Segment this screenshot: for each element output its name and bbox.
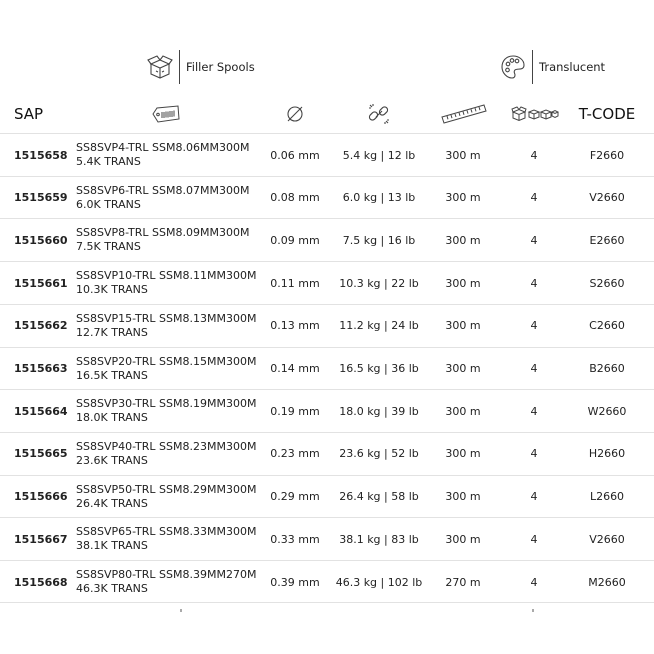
description-line-2: 16.5K TRANS (76, 368, 148, 382)
breaking-strain-value: 16.5 kg | 36 lb (339, 362, 419, 375)
tcode-value: L2660 (589, 490, 625, 504)
breaking-strain-value: 18.0 kg | 39 lb (339, 404, 419, 418)
tcode-value: W2660 (587, 404, 627, 418)
decorative-dot (180, 609, 182, 612)
tcode-value: M2660 (588, 575, 626, 589)
breaking-strain-value: 7.5 kg | 16 lb (342, 233, 416, 247)
product-description (76, 390, 266, 432)
box-open-icon (145, 52, 175, 82)
product-description (76, 305, 266, 347)
quantity-value: 4 (530, 404, 538, 418)
boxes-icon (510, 96, 560, 132)
description-line-1: SS8SVP80-TRL SSM8.39MM270M (76, 568, 257, 581)
diameter-value: 0.08 mm (270, 191, 320, 205)
breaking-strain-value: 10.3 kg | 22 lb (339, 276, 419, 290)
length-value: 300 m (445, 404, 481, 418)
product-description (76, 219, 266, 261)
table-header (0, 96, 654, 132)
decorative-dot (532, 609, 534, 612)
description-line-2: 6.0K TRANS (76, 197, 141, 211)
header-tcode: T-CODE (578, 105, 636, 123)
tag-separator (179, 50, 180, 84)
sap-number: 1515662 (14, 319, 68, 333)
diameter-value: 0.09 mm (270, 233, 320, 247)
tag-separator (532, 50, 533, 84)
diameter-value: 0.11 mm (270, 276, 320, 290)
table-row (0, 517, 654, 561)
quantity-value: 4 (530, 362, 538, 375)
table-row (0, 133, 654, 177)
sap-number: 1515668 (14, 575, 68, 589)
table-row (0, 304, 654, 348)
quantity-value: 4 (530, 447, 538, 461)
quantity-value: 4 (530, 148, 538, 162)
tcode-value: V2660 (589, 532, 625, 546)
breaking-strain-value: 6.0 kg | 13 lb (342, 191, 416, 205)
palette-icon (498, 52, 528, 82)
breaking-strain-value: 5.4 kg | 12 lb (342, 148, 416, 162)
quantity-value: 4 (530, 276, 538, 290)
ruler-icon (440, 96, 488, 132)
product-description (76, 134, 266, 176)
sap-number: 1515658 (14, 148, 68, 162)
description-line-1: SS8SVP6-TRL SSM8.07MM300M (76, 183, 250, 197)
description-line-2: 18.0K TRANS (76, 411, 148, 425)
translucent-tag (498, 44, 605, 90)
sap-number: 1515664 (14, 404, 68, 418)
description-line-1: SS8SVP30-TRL SSM8.19MM300M (76, 397, 257, 411)
sap-number: 1515666 (14, 490, 68, 504)
tcode-value: B2660 (589, 362, 625, 375)
table-row (0, 347, 654, 391)
description-line-2: 23.6K TRANS (76, 453, 148, 467)
description-line-1: SS8SVP50-TRL SSM8.29MM300M (76, 482, 257, 496)
breaking-strain-value: 38.1 kg | 83 lb (339, 532, 419, 546)
sap-number: 1515663 (14, 362, 68, 375)
diameter-value: 0.23 mm (270, 447, 320, 461)
quantity-value: 4 (530, 191, 538, 205)
sap-number: 1515660 (14, 233, 68, 247)
description-line-1: SS8SVP65-TRL SSM8.33MM300M (76, 525, 257, 539)
description-line-2: 10.3K TRANS (76, 283, 148, 297)
table-row (0, 261, 654, 305)
product-description (76, 433, 266, 475)
header-sap: SAP (14, 105, 44, 123)
sap-number: 1515665 (14, 447, 68, 461)
product-description (76, 262, 266, 304)
filler-spools-tag (145, 44, 255, 90)
description-line-1: SS8SVP20-TRL SSM8.15MM300M (76, 354, 257, 368)
product-tags (0, 44, 654, 90)
product-description (76, 476, 266, 518)
tag-icon (148, 96, 184, 132)
description-line-1: SS8SVP15-TRL SSM8.13MM300M (76, 311, 257, 325)
length-value: 300 m (445, 532, 481, 546)
breaking-strain-value: 26.4 kg | 58 lb (339, 490, 419, 504)
diameter-value: 0.33 mm (270, 532, 320, 546)
description-line-1: SS8SVP10-TRL SSM8.11MM300M (76, 269, 257, 283)
sap-number: 1515659 (14, 191, 68, 205)
table-row (0, 389, 654, 433)
description-line-2: 7.5K TRANS (76, 240, 141, 254)
length-value: 300 m (445, 447, 481, 461)
sap-number: 1515661 (14, 276, 68, 290)
tcode-value: E2660 (589, 233, 625, 247)
description-line-1: SS8SVP8-TRL SSM8.09MM300M (76, 226, 250, 240)
diameter-value: 0.13 mm (270, 319, 320, 333)
table-row (0, 432, 654, 476)
length-value: 300 m (445, 191, 481, 205)
breaking-strain-value: 46.3 kg | 102 lb (335, 575, 423, 589)
product-description (76, 177, 266, 219)
tcode-value: F2660 (589, 148, 625, 162)
product-description (76, 561, 266, 603)
description-line-2: 38.1K TRANS (76, 539, 148, 553)
table-row (0, 218, 654, 262)
tcode-value: C2660 (589, 319, 625, 333)
description-line-2: 46.3K TRANS (76, 582, 148, 595)
diameter-value: 0.06 mm (270, 148, 320, 162)
product-description (76, 518, 266, 560)
sap-number: 1515667 (14, 532, 68, 546)
tcode-value: V2660 (589, 191, 625, 205)
table-bottom-divider (0, 602, 654, 603)
product-description (76, 348, 266, 390)
diameter-value: 0.29 mm (270, 490, 320, 504)
table-row (0, 475, 654, 519)
length-value: 300 m (445, 148, 481, 162)
quantity-value: 4 (530, 532, 538, 546)
description-line-1: SS8SVP4-TRL SSM8.06MM300M (76, 141, 250, 154)
translucent-label: Translucent (539, 60, 606, 74)
chain-link-icon (364, 96, 394, 132)
length-value: 300 m (445, 490, 481, 504)
table-row (0, 176, 654, 220)
quantity-value: 4 (530, 490, 538, 504)
diameter-icon (282, 96, 308, 132)
diameter-value: 0.39 mm (270, 575, 320, 589)
tcode-value: S2660 (589, 276, 625, 290)
diameter-value: 0.19 mm (270, 404, 320, 418)
description-line-2: 26.4K TRANS (76, 496, 148, 510)
length-value: 300 m (445, 362, 481, 375)
description-line-1: SS8SVP40-TRL SSM8.23MM300M (76, 439, 257, 453)
length-value: 300 m (445, 319, 481, 333)
table-row (0, 560, 654, 604)
description-line-2: 12.7K TRANS (76, 325, 148, 339)
quantity-value: 4 (530, 233, 538, 247)
diameter-value: 0.14 mm (270, 362, 320, 375)
tcode-value: H2660 (588, 447, 626, 461)
breaking-strain-value: 11.2 kg | 24 lb (339, 319, 419, 333)
filler-spools-label: Filler Spools (186, 60, 255, 74)
length-value: 270 m (445, 575, 481, 589)
length-value: 300 m (445, 233, 481, 247)
description-line-2: 5.4K TRANS (76, 155, 141, 168)
length-value: 300 m (445, 276, 481, 290)
quantity-value: 4 (530, 319, 538, 333)
breaking-strain-value: 23.6 kg | 52 lb (339, 447, 419, 461)
quantity-value: 4 (530, 575, 538, 589)
